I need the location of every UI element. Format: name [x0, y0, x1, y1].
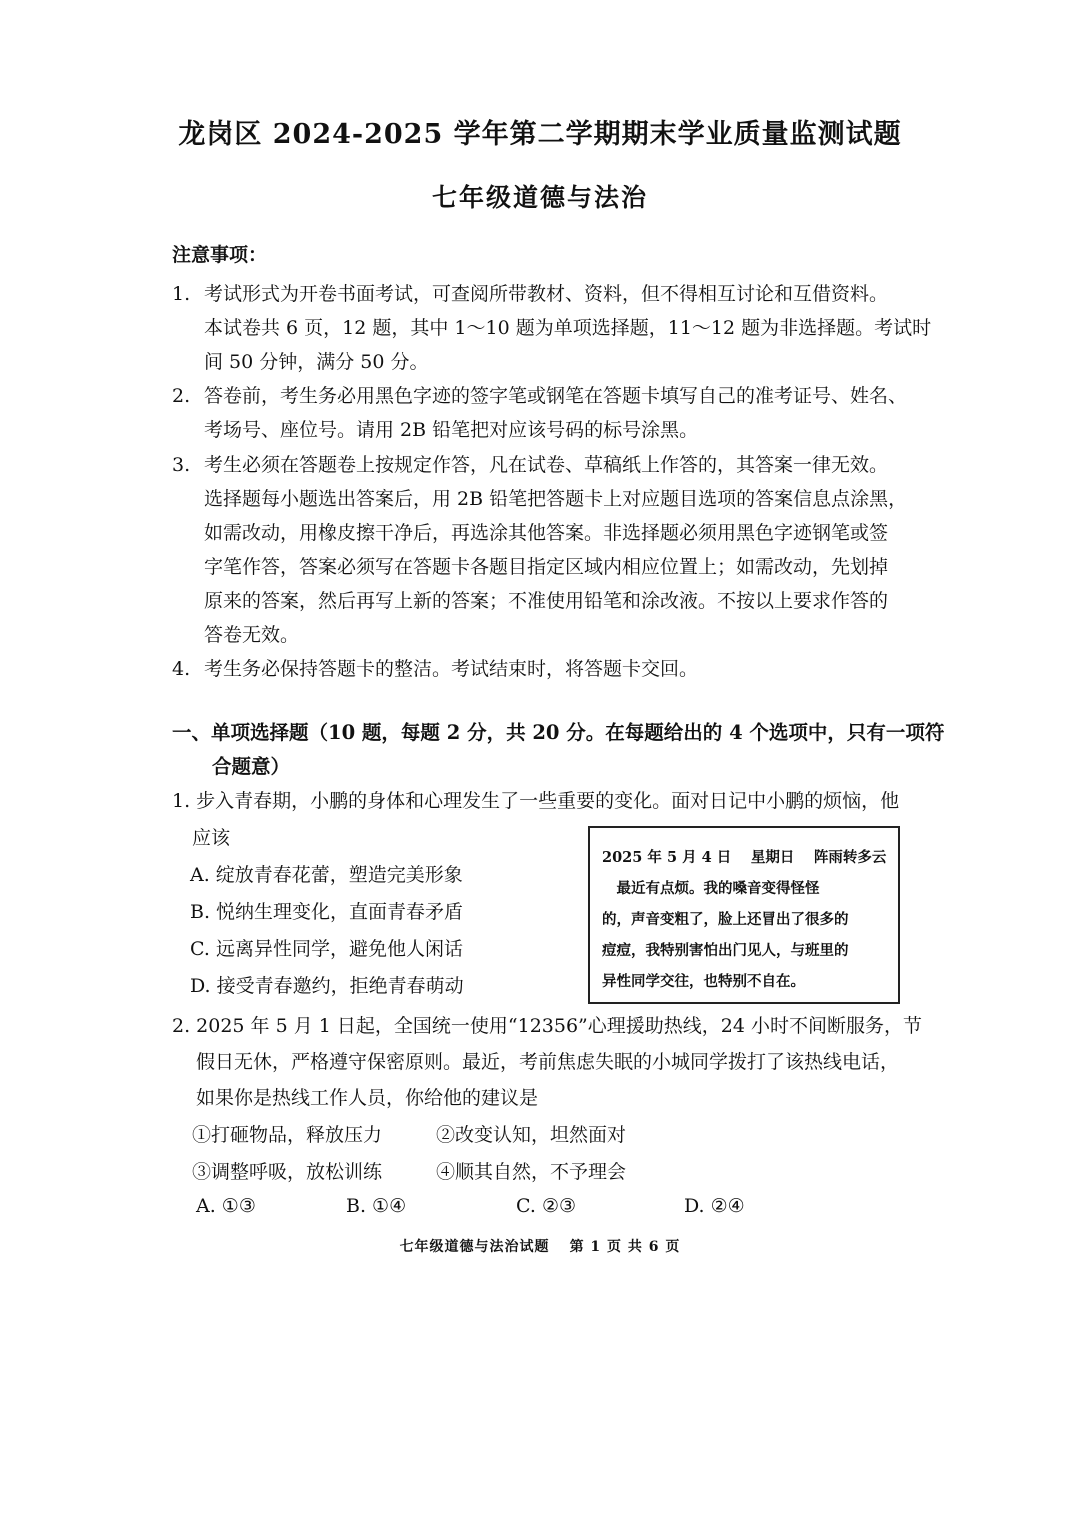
notice-item-number: 3.	[172, 454, 191, 476]
diary-line: 痘痘，我特别害怕出门见人，与班里的	[602, 942, 849, 959]
notice-line: 答卷无效。	[204, 624, 300, 646]
question-2-choice-c: C. ②③	[516, 1195, 577, 1217]
diary-line: 异性同学交往，也特别不自在。	[602, 973, 805, 990]
notice-item-number: 2.	[172, 385, 191, 407]
notice-line: 考场号、座位号。请用 2B 铅笔把对应该号码的标号涂黑。	[204, 419, 699, 441]
notice-line: 间 50 分钟，满分 50 分。	[204, 351, 429, 373]
question-2-stem-continued: 如果你是热线工作人员，你给他的建议是	[196, 1087, 539, 1109]
question-1-option-d: D. 接受青春邀约，拒绝青春萌动	[190, 975, 464, 997]
diary-date: 2025 年 5 月 4 日 星期日 阵雨转多云	[602, 849, 887, 866]
exam-subtitle: 七年级道德与法治	[431, 183, 648, 212]
question-1-stem: 1. 步入青春期，小鹏的身体和心理发生了一些重要的变化。面对日记中小鹏的烦恼，他	[172, 790, 900, 812]
notice-line: 考生务必保持答题卡的整洁。考试结束时，将答题卡交回。	[204, 658, 699, 680]
notice-line: 选择题每小题选出答案后，用 2B 铅笔把答题卡上对应题目选项的答案信息点涂黑，	[204, 488, 908, 510]
notice-item-3	[172, 450, 888, 477]
notice-item-1	[172, 279, 888, 306]
question-2-statement-3: ③调整呼吸，放松训练	[192, 1161, 383, 1183]
question-2-choice-b: B. ①④	[346, 1195, 407, 1217]
notice-line: 考生必须在答题卷上按规定作答，凡在试卷、草稿纸上作答的，其答案一律无效。	[204, 454, 889, 476]
question-2-stem-continued: 假日无休，严格遵守保密原则。最近，考前焦虑失眠的小城同学拨打了该热线电话，	[196, 1051, 900, 1073]
section-heading: 一、单项选择题（10 题，每题 2 分，共 20 分。在每题给出的 4 个选项中，只有一项符	[172, 721, 945, 744]
exam-title: 龙岗区 2024-2025 学年第二学期期末学业质量监测试题	[178, 119, 902, 150]
question-2-statement-1: ①打砸物品，释放压力	[192, 1124, 383, 1146]
question-1-option-c: C. 远离异性同学，避免他人闲话	[190, 938, 463, 960]
question-2-stem: 2. 2025 年 5 月 1 日起，全国统一使用“12356”心理援助热线，24 小时不间断服务，节	[172, 1015, 922, 1037]
question-2-statement-4: ④顺其自然，不予理会	[436, 1161, 627, 1183]
notice-item-number: 4.	[172, 658, 191, 680]
notice-line: 原来的答案，然后再写上新的答案；不准使用铅笔和涂改液。不按以上要求作答的	[204, 590, 889, 612]
question-1-stem-continued: 应该	[192, 827, 231, 849]
diary-box	[588, 826, 900, 1004]
question-2-choice-d: D. ②④	[684, 1195, 745, 1217]
notice-heading: 注意事项：	[172, 244, 268, 266]
notice-item-number: 1.	[172, 283, 191, 305]
notice-line: 字笔作答，答案必须写在答题卡各题目指定区域内相应位置上；如需改动，先划掉	[204, 556, 889, 578]
footer-subject: 七年级道德与法治试题	[399, 1239, 550, 1255]
question-2-statement-2: ②改变认知，坦然面对	[436, 1124, 627, 1146]
footer-page-number: 第 1 页 共 6 页	[569, 1239, 681, 1255]
notice-line: 答卷前，考生务必用黑色字迹的签字笔或钢笔在答题卡填写自己的准考证号、姓名、	[204, 385, 908, 407]
notice-line: 考试形式为开卷书面考试，可查阅所带教材、资料，但不得相互讨论和互借资料。	[204, 283, 889, 305]
diary-line: 最近有点烦。我的嗓音变得怪怪	[602, 880, 820, 897]
question-1-option-a: A. 绽放青春花蕾，塑造完美形象	[190, 864, 463, 886]
section-heading-continued: 合题意）	[212, 755, 291, 778]
notice-item-4	[172, 654, 698, 681]
diary-line: 的，声音变粗了，脸上还冒出了很多的	[602, 911, 849, 928]
question-1-option-b: B. 悦纳生理变化，直面青春矛盾	[190, 901, 464, 923]
notice-item-2	[172, 381, 907, 408]
notice-line: 本试卷共 6 页，12 题，其中 1～10 题为单项选择题，11～12 题为非选择题。考试时	[204, 317, 932, 339]
question-2-choice-a: A. ①③	[196, 1195, 256, 1217]
page-footer	[0, 1236, 1080, 1256]
notice-line: 如需改动，用橡皮擦干净后，再选涂其他答案。非选择题必须用黑色字迹钢笔或签	[204, 522, 889, 544]
